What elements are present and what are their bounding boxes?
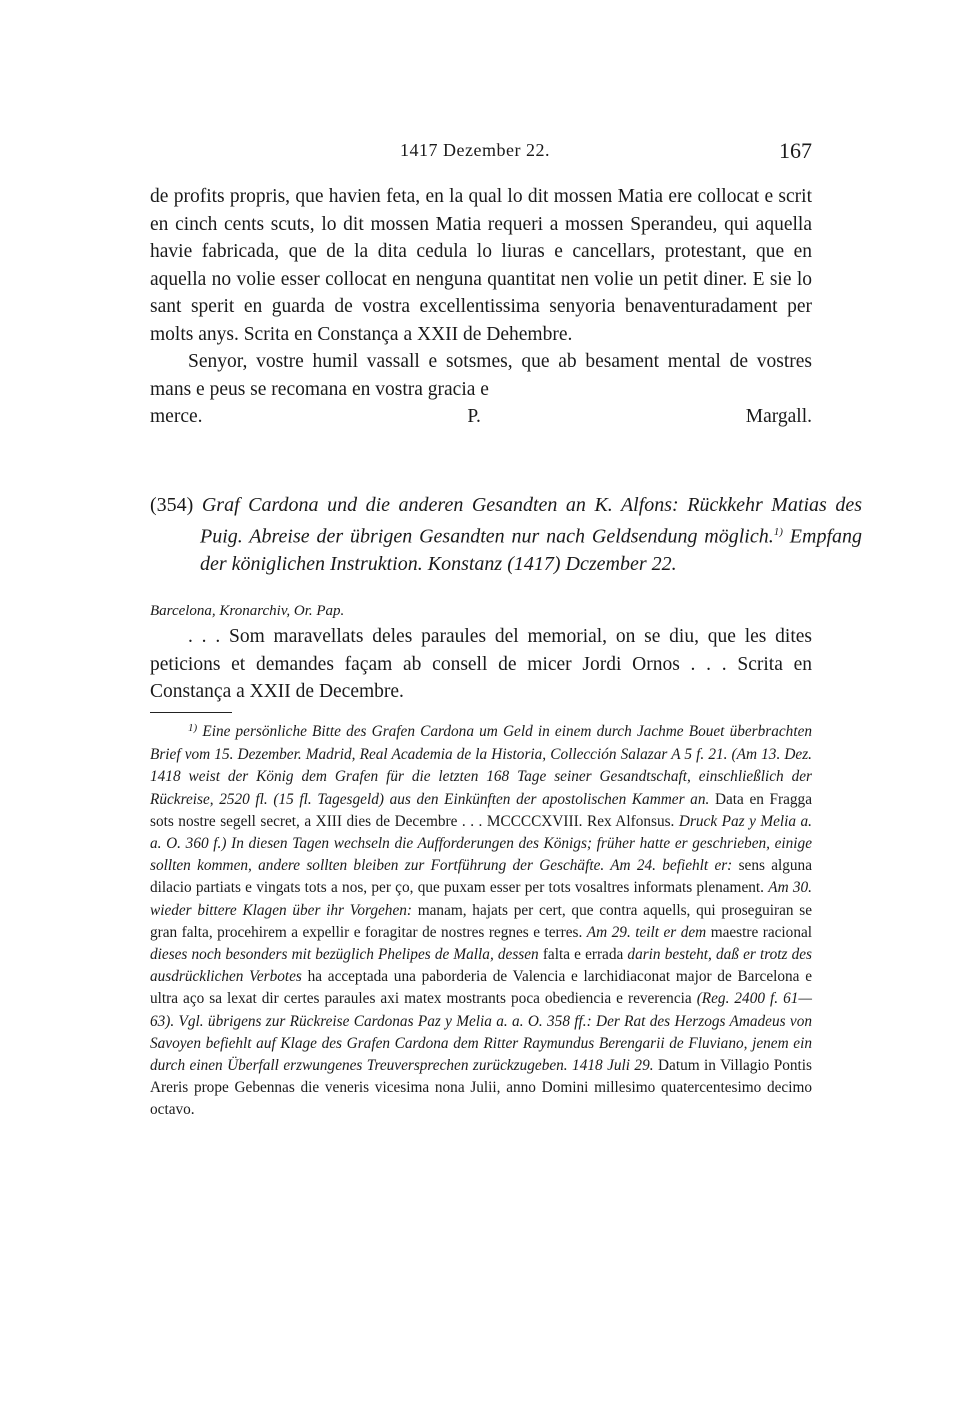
footnote-s2: Data en Fragga sots nostre segell secret, a XIII dies de Decembre . . . MCCCCXVIII. Rex Alfonsus. [150,790,812,830]
document-title-part2: Empfang der königlichen Instruktion. Konstanz (1417) Dczember 22. [200,525,863,575]
footnote-s8: maestre racional [710,923,813,941]
letter-body [150,183,812,431]
body-paragraph: de profits propris, que havien feta, en la qual lo dit mossen Matia ere collocat e scrit en cinch cents scuts, lo dit mossen Matia requeri a mossen Sperandeu, qui aquella havie fabricada, que de la dita cedula lo liuras e cancellars, protestant, que en aquella no volie esser collocat en nenguna quantitat nen volie un petit diner. E sie lo sant sperit en guarda de vostra excellentissima senyoria benaventuradament per molts anys. Scrita en Constança a XXII de Dehembre. [150,186,812,345]
closing-line [150,403,812,431]
footnote-s9: dieses noch besonders mit bezüglich Phelipes de Malla, dessen [150,946,539,964]
document-excerpt [150,623,812,706]
footnote-s10: falta e errada [542,946,624,964]
footnote-s13: (Reg. 2400 f. 61—63). Vgl. übrigens zur Rückreise Cardonas Paz y Melia a. a. O. 358 ff.: Der Rat des Herzogs Amadeus von Savoyen befiehlt auf Klage des Grafen Cardona dem Ritter Raymundus Berengarii de Fluviano, jenem ein durch einen Überfall erzwungenes Treuversprechen zurückzugeben. 1418 Juli 29. [150,990,812,1075]
footnote-s14: Datum in Villagio Pontis Areris prope Gebennas die veneris vicesima nona Julii, anno Domini millesimo quatercentesimo decimo octavo. [150,1057,813,1119]
document-title-part1: Graf Cardona und die anderen Gesandten an K. Alfons: Rückkehr Matias des Puig. Abreise der übrigen Gesandten nur nach Geldsendung möglich. [200,494,863,548]
signature: P. Margall. [467,406,813,427]
footnote-paragraph [150,721,812,1122]
footnote-marker: 1) [188,722,198,734]
footnote-s11: darin besteht, daß er trotz des ausdrücklichen Verbotes [150,946,812,986]
footnote-reference: 1) [773,526,783,538]
document-heading [150,492,862,578]
footnote-s12: ha acceptada una paborderia de Valencia e larchidiaconat major de Barcelona e ultra aço sa lexat dir certes paraules axi matex mostrants poca obediencia e reverencia [150,968,812,1008]
excerpt-paragraph: . . . Som maravellats deles paraules del memorial, on se diu, que les dites peticions et demandes façam ab consell de micer Jordi Ornos . . . Scrita en Constança a XXII de Decembre. [150,626,812,702]
footnote [150,721,812,1122]
footnote-s6: manam, hajats per cert, que contra aquells, qui proseguiran se gran falta, procehirem a expellir e foragitar de nostres regnes e terres. [150,901,813,941]
page-header [150,140,812,170]
closing-word: merce. [150,406,203,427]
footnote-s1: Eine persönliche Bitte des Grafen Cardona um Geld in einem durch Jachme Bouet überbrachten Brief vom 15. Dezember. Madrid, Real Academia de la Historia, Collección Salazar A 5 f. 21. (Am 13. Dez. 1418 weist der König dem Grafen für die letzten 168 Tage seiner Gesandtschaft, einschließlich der Rückreise, 2520 fl. (15 fl. Tagesgeld) aus den Einkünften der apostolischen Kammer an. [150,723,813,808]
footnote-s5: Am 30. wieder bittere Klagen über ihr Vorgehen: [150,879,813,919]
footnote-s3: Druck Paz y Melia a. a. O. 360 f.) In diesen Tagen wechseln die Aufforderungen des Königs; früher hatte er geschrieben, einige sollten kommen, andere sollten bleiben zur Fortführung der Geschäfte. Am 24. befiehlt er: [150,812,813,875]
footnote-divider [150,712,232,713]
running-head: 1417 Dezember 22. [400,140,550,160]
archive-source: Barcelona, Kronarchiv, Or. Pap. [150,603,345,619]
page-number: 167 [779,138,812,163]
document-number: (354) [150,494,194,516]
footnote-s7: Am 29. teilt er dem [586,923,707,941]
salutation-paragraph: Senyor, vostre humil vassall e sotsmes, que ab besament mental de vostres mans e peus se recomana en vostra gracia e [150,351,812,400]
footnote-s4: sens alguna dilacio partiats e vingats tots a nos, per ço, que puxam esser per tots vosaltres informats plenament. [150,857,812,897]
